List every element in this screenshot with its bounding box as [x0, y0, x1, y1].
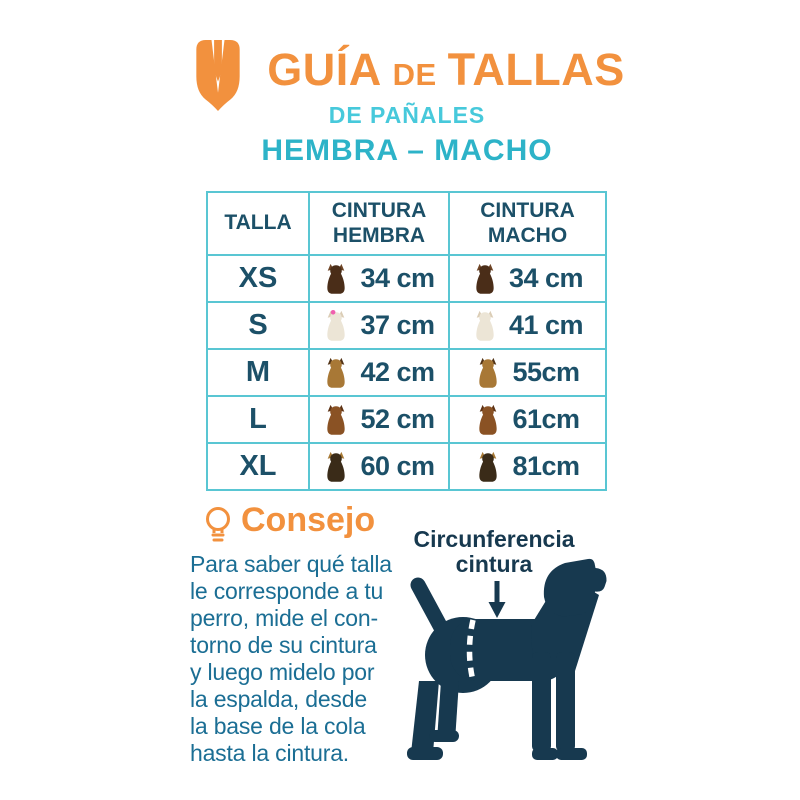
cell-hembra-l	[309, 396, 449, 443]
tip-line: y luego midelo por	[190, 659, 375, 685]
header-line: HEMBRA	[332, 223, 426, 247]
tip-line: hasta la cintura.	[190, 740, 349, 766]
cell-macho-l	[449, 396, 606, 443]
page-title	[262, 44, 630, 96]
waist-arrow-icon	[489, 581, 506, 618]
value-hembra-s: 37 cm	[360, 310, 435, 340]
label-line: cintura	[455, 551, 533, 577]
page-subtitle: DE PAÑALES	[328, 102, 486, 128]
cell-hembra-xl	[309, 443, 449, 490]
table-row-l	[207, 396, 606, 443]
value-macho-l: 61cm	[512, 404, 580, 434]
tip-line: perro, mide el con-	[190, 605, 378, 631]
dog-icon-cocker-spaniel	[323, 403, 349, 437]
cell-hembra-xs	[309, 255, 449, 302]
tip-line: Para saber qué talla	[190, 551, 392, 577]
cell-hembra-m	[309, 349, 449, 396]
dog-icon-beagle	[323, 356, 349, 390]
cell-macho-m	[449, 349, 606, 396]
size-table	[206, 191, 607, 491]
header-line: MACHO	[487, 223, 568, 247]
dog-icon-german-shepherd	[323, 450, 349, 484]
cell-macho-xl	[449, 443, 606, 490]
tip-line: torno de su cintura	[190, 632, 377, 658]
cell-hembra-s	[309, 302, 449, 349]
value-hembra-l: 52 cm	[360, 404, 435, 434]
title-word: DE	[392, 57, 437, 92]
size-label-l: L	[207, 396, 309, 443]
value-macho-xs: 34 cm	[508, 263, 584, 293]
size-label-s: S	[207, 302, 309, 349]
dog-icon-beagle	[475, 356, 501, 390]
tip-line: la espalda, desde	[190, 686, 367, 712]
header-cintura-hembra	[309, 192, 449, 255]
size-label-xs: XS	[207, 255, 309, 302]
value-hembra-xs: 34 cm	[360, 263, 435, 293]
tip-paragraph	[190, 551, 392, 767]
table-row-xl	[207, 443, 606, 490]
tip-line: la base de la cola	[190, 713, 366, 739]
label-line: Circunferencia	[413, 526, 575, 552]
dog-silhouette-waist-measurement	[405, 557, 612, 762]
tip-line: le corresponde a tu	[190, 578, 384, 604]
dog-icon-chihuahua	[323, 262, 349, 296]
lightbulb-icon	[204, 505, 232, 547]
cell-macho-s	[449, 302, 606, 349]
tip-heading: Consejo	[241, 501, 376, 539]
table-header-row	[207, 192, 606, 255]
value-macho-s: 41 cm	[508, 310, 584, 340]
header-cintura-macho	[449, 192, 606, 255]
table-row-m	[207, 349, 606, 396]
header-talla: TALLA	[207, 192, 309, 255]
dog-icon-cocker-spaniel	[475, 403, 501, 437]
header-line: CINTURA	[331, 199, 427, 223]
pink-bow-icon	[331, 309, 336, 314]
dog-icon-german-shepherd	[475, 450, 501, 484]
dog-icon-maltese-with-bow	[323, 309, 349, 343]
gender-line: HEMBRA – MACHO	[261, 134, 553, 167]
table-row-xs	[207, 255, 606, 302]
title-word: TALLAS	[447, 44, 625, 95]
dog-icon-maltese	[472, 309, 498, 343]
value-macho-xl: 81cm	[512, 451, 580, 481]
value-macho-m: 55cm	[512, 357, 580, 387]
title-word: GUÍA	[267, 44, 382, 95]
table-row-s	[207, 302, 606, 349]
dog-icon-chihuahua	[472, 262, 498, 296]
header-line: CINTURA	[480, 199, 575, 223]
cell-macho-xs	[449, 255, 606, 302]
value-hembra-xl: 60 cm	[360, 451, 435, 481]
size-label-xl: XL	[207, 443, 309, 490]
size-label-m: M	[207, 349, 309, 396]
value-hembra-m: 42 cm	[360, 357, 435, 387]
